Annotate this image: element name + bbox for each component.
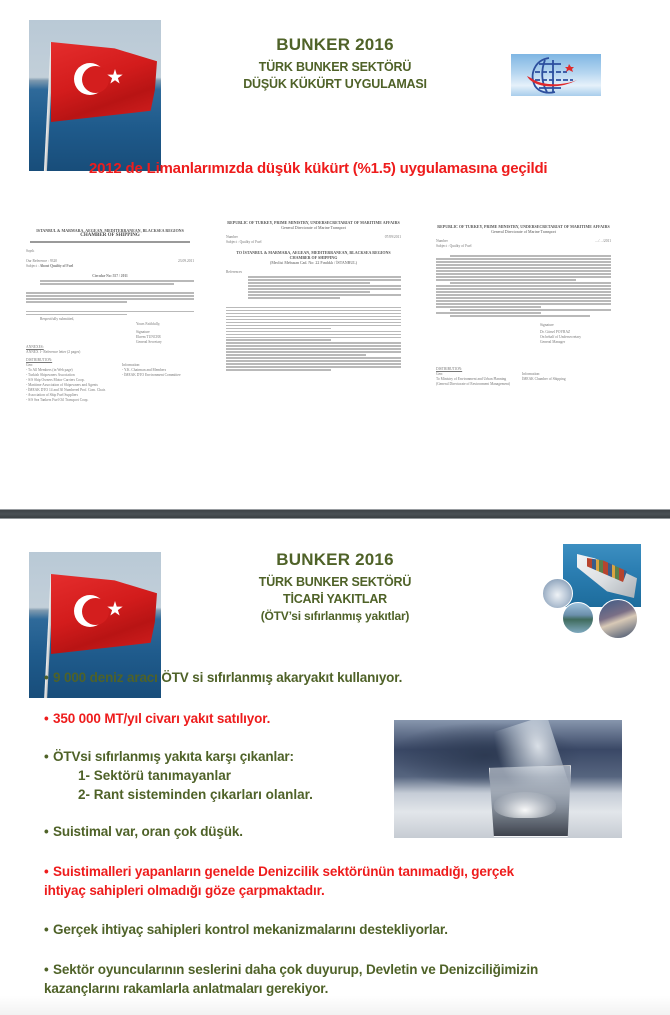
to-item: - To All Members (in Web page)	[26, 367, 73, 372]
letter-date: …/…/2011	[594, 239, 611, 243]
slide-2-title-block	[200, 549, 470, 625]
letter-subheader: General Directorate of Marine Transport	[491, 229, 556, 234]
letter-attn: Sayılı	[26, 248, 35, 253]
subject-label: Subject	[26, 263, 37, 268]
turkish-flag-image	[29, 20, 161, 171]
to-item: - Turkish Shipowners Association	[26, 372, 75, 377]
ref-label: Our Reference	[26, 258, 48, 263]
bullet-item	[44, 669, 402, 687]
letter-subheader: General Directorate of Marine Transport	[281, 225, 346, 230]
bullet-text: 350 000 MT/yıl civarı yakıt satılıyor.	[53, 711, 271, 726]
boat-circle-photo	[562, 602, 594, 634]
slide-subtitle-3: (ÖTV’si sıfırlanmış yakıtlar)	[260, 609, 410, 623]
bullet-text: 9 000 deniz aracı ÖTV si sıfırlanmış akaryakıt kullanıyor.	[53, 670, 403, 685]
bullet-continuation: ihtiyaç sahipleri olmadığı göze çarpmaktadır.	[44, 883, 325, 898]
annexes-label: ANNEXES:	[26, 344, 44, 349]
subject-value: Quality of Fuel	[449, 244, 472, 248]
crescent-cutout	[82, 66, 109, 93]
glass-wave	[494, 792, 556, 818]
signatory-name: Ekrem TUNCER	[136, 334, 161, 339]
slide-1-headline: 2012 de Limanlarımızda düşük kükürt (%1.5) uygulamasına geçildi	[89, 160, 548, 177]
letter-subject: Subject : About Quality of Fuel	[26, 263, 74, 268]
circular-number: Circular No: 557 / 2011	[92, 273, 128, 278]
addressee-line: TO İSTANBUL & MARMARA, AEGEAN, MEDITERRANEAN, BLACKSEA REGIONS	[236, 250, 391, 255]
bullet-item	[44, 710, 270, 728]
to-item: - Association of Ship Fuel Suppliers	[26, 392, 79, 397]
bullet-text: ÖTVsi sıfırlanmış yakıta karşı çıkanlar:	[53, 749, 294, 764]
info-item: İMEAK Chamber of Shipping	[522, 377, 566, 382]
letter-header: ISTANBUL & MARMARA, AEGEAN, MEDITERRANEAN, BLACKSEA REGIONS	[36, 228, 184, 233]
sub-list-item: 1- Sektörü tanımayanlar	[78, 768, 232, 783]
to-item: - S/S Ship Owners Motor Carriers Coop.	[26, 377, 85, 382]
slide-subtitle-1: TÜRK BUNKER SEKTÖRÜ	[258, 575, 412, 589]
bullet-dot: •	[44, 749, 49, 764]
bullet-continuation: kazançlarını rakamlarla anlatmaları gerekiyor.	[44, 981, 329, 996]
slide-subtitle-2: DÜŞÜK KÜKÜRT UYGULAMASI	[243, 77, 427, 91]
distribution-lists	[436, 372, 611, 387]
slide-subtitle-2: TİCARİ YAKITLAR	[283, 592, 387, 606]
addressee-line: CHAMBER OF SHIPPING	[289, 255, 338, 260]
slide-title: BUNKER 2016	[276, 550, 394, 569]
letter-rule	[30, 241, 190, 243]
subject-value: About Quality of Fuel	[39, 263, 74, 268]
ship-hull	[577, 554, 637, 598]
slide-subtitle-1: TÜRK BUNKER SEKTÖRÜ	[258, 60, 412, 74]
signatory-role: Signature	[540, 323, 554, 328]
sub-list-item: 2- Rant sisteminden çıkarları olanlar.	[78, 787, 313, 802]
letter-header: REPUBLIC OF TURKEY, PRIME MINISTRY, UNDERSECRETARIAT OF MARITIME AFFAIRS	[437, 224, 610, 229]
to-item: - İMEAK DTO 14 and 30 Numbered Prof. Com. Chair.	[26, 387, 106, 392]
signatory-name: Dr. Gürsel POYRAZ	[540, 330, 571, 335]
ships-collage-image	[540, 544, 644, 636]
scanned-letter-undersecretariat-1	[226, 216, 401, 441]
bullet-text: Suistimal var, oran çok düşük.	[53, 824, 243, 839]
bullet-dot: •	[44, 962, 49, 977]
bullet-text: Sektör oyuncularının seslerini daha çok duyurup, Devletin ve Denizciliğimizin	[53, 962, 539, 977]
container-ship-photo	[563, 544, 641, 607]
distribution-lists	[26, 363, 194, 403]
letter-org: CHAMBER OF SHIPPING	[80, 233, 140, 238]
bullet-item	[44, 748, 294, 766]
signatory-title: General Secretary	[136, 339, 162, 344]
to-item: - S/S Sea Tankers Fuel Oil Transport Coop.	[26, 397, 89, 402]
cruise-circle-photo	[598, 599, 638, 639]
subject-label: Subject	[226, 240, 237, 244]
bullet-dot: •	[44, 711, 49, 726]
bullet-item	[44, 823, 243, 841]
info-item: - Y.K. Chairman and Members	[122, 367, 167, 372]
to-item: - Maritime Association of Shipowners and Agents	[26, 382, 98, 387]
slide-divider	[0, 509, 670, 519]
bullet-item	[44, 863, 514, 881]
bottom-shadow	[0, 996, 670, 1015]
ref-value: 9320	[49, 258, 58, 263]
bullet-text: Suistimalleri yapanların genelde Denizcilik sektörünün tanımadığı, gerçek	[53, 864, 514, 879]
signatory-title: General Manager	[540, 340, 566, 345]
distribution-label: DISTRIBUTION:	[26, 357, 53, 362]
to-label: Gen:	[26, 362, 33, 367]
letter-closing: Yours Faithfully,	[136, 321, 161, 326]
bullet-dot: •	[44, 670, 49, 685]
number-label: Number	[226, 235, 238, 239]
to-item: To Ministry of Environment and Urban Planning	[436, 377, 507, 382]
scanned-letter-chamber-of-shipping	[26, 220, 194, 430]
scanned-letter-undersecretariat-2	[436, 216, 611, 436]
letter-date: 23.09.2011	[177, 258, 194, 263]
signatory-role: Signature	[136, 329, 150, 334]
info-label: Information:	[522, 372, 541, 377]
info-item: - İMEAK DTO Environment Committee	[122, 372, 181, 377]
slide-1-title-block	[200, 34, 470, 93]
bullet-text: Gerçek ihtiyaç sahipleri kontrol mekanizmalarını destekliyorlar.	[53, 922, 448, 937]
storm-in-glass-image	[394, 720, 622, 838]
bullet-dot: •	[44, 922, 49, 937]
bullet-dot: •	[44, 864, 49, 879]
annex-item: ANNEX 1- Reference letter (2 pages)	[26, 349, 81, 354]
bullet-item	[44, 921, 448, 939]
letter-subject: Subject : Quality of Fuel	[436, 244, 472, 248]
letter-reference: Our Reference : 9320 23.09.2011	[26, 258, 194, 263]
subject-label: Subject	[436, 244, 447, 248]
globe-logo-icon	[511, 54, 601, 96]
letter-signoff: Respectfully submitted,	[40, 316, 75, 321]
letter-header: REPUBLIC OF TURKEY, PRIME MINISTRY, UNDERSECRETARIAT OF MARITIME AFFAIRS	[227, 220, 400, 225]
to-item: (General Directorate of Environment Management)	[436, 382, 511, 387]
letter-date: 07/09/2011	[384, 235, 401, 239]
bullet-dot: •	[44, 824, 49, 839]
info-label: Information:	[122, 362, 141, 367]
crescent-cutout	[82, 598, 109, 625]
slide-title: BUNKER 2016	[276, 35, 394, 54]
bullet-item	[44, 961, 538, 979]
to-label: Gen:	[436, 372, 443, 377]
ministry-logo-image	[511, 54, 601, 96]
addressee-address: (Meclisi Mebusan Cad. No: 22 Fındıklı / İSTANBUL)	[269, 260, 357, 265]
subject-value: Quality of Fuel	[239, 240, 262, 244]
number-label: Number	[436, 239, 448, 243]
letter-subject: Subject : Quality of Fuel	[226, 240, 262, 244]
signatory-behalf: On behalf of Undersecretary	[540, 335, 582, 340]
reference-label: References	[226, 270, 242, 274]
distribution-label: DISTRIBUTION:	[436, 367, 463, 372]
